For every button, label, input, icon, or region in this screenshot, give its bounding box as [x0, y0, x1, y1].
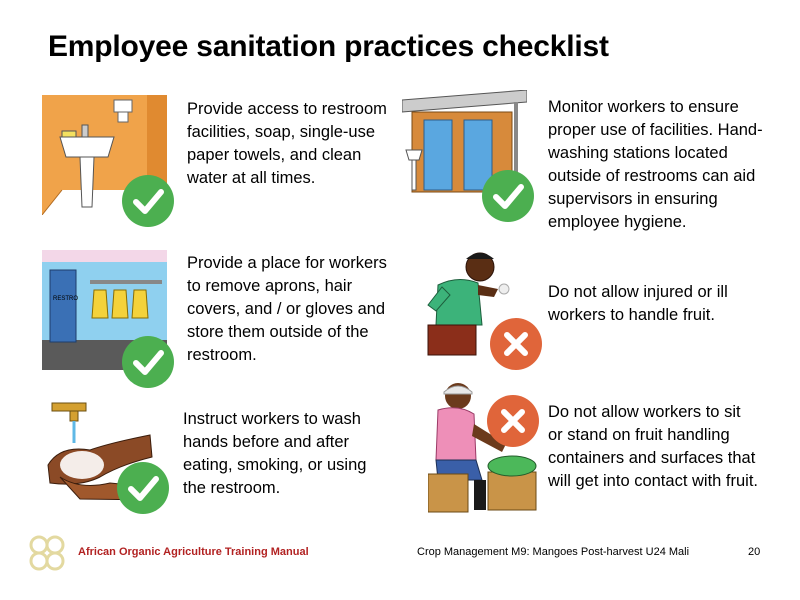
page-number: 20: [748, 546, 761, 558]
item-text-restroom-access: Provide access to restroom facilities, soap, single-use paper towels, and clean water at all times.: [187, 100, 387, 187]
restroom-door-sign: RESTRO: [53, 296, 79, 302]
check-icon: [122, 336, 174, 388]
check-icon: [122, 175, 174, 227]
check-icon: [482, 170, 534, 222]
check-icon: [117, 462, 169, 514]
item-text-no-ill-workers: Do not allow injured or ill workers to handle fruit.: [548, 283, 728, 324]
footer-module: Crop Management M9: Mangoes Post-harvest U24 Mali: [417, 546, 690, 558]
item-text-remove-aprons: Provide a place for workers to remove aprons, hair covers, and / or gloves and store them outside of the restroom.: [187, 254, 387, 364]
cross-icon: [490, 318, 542, 370]
page-title: Employee sanitation practices checklist: [48, 30, 609, 63]
item-text-monitor-workers: Monitor workers to ensure proper use of facilities. Hand-washing stations located outside of restrooms can aid supervisors in ensuring employee hygiene.: [548, 98, 763, 231]
cross-icon: [487, 395, 539, 447]
item-text-wash-hands: Instruct workers to wash hands before and after eating, smoking, or using the restroom.: [183, 410, 367, 497]
manual-logo-icon: [24, 530, 70, 576]
item-text-no-sitting-on-containers: Do not allow workers to sit or stand on fruit handling containers and surfaces that will get into contact with fruit.: [548, 403, 759, 490]
footer-manual-title: African Organic Agriculture Training Manual: [78, 546, 309, 558]
